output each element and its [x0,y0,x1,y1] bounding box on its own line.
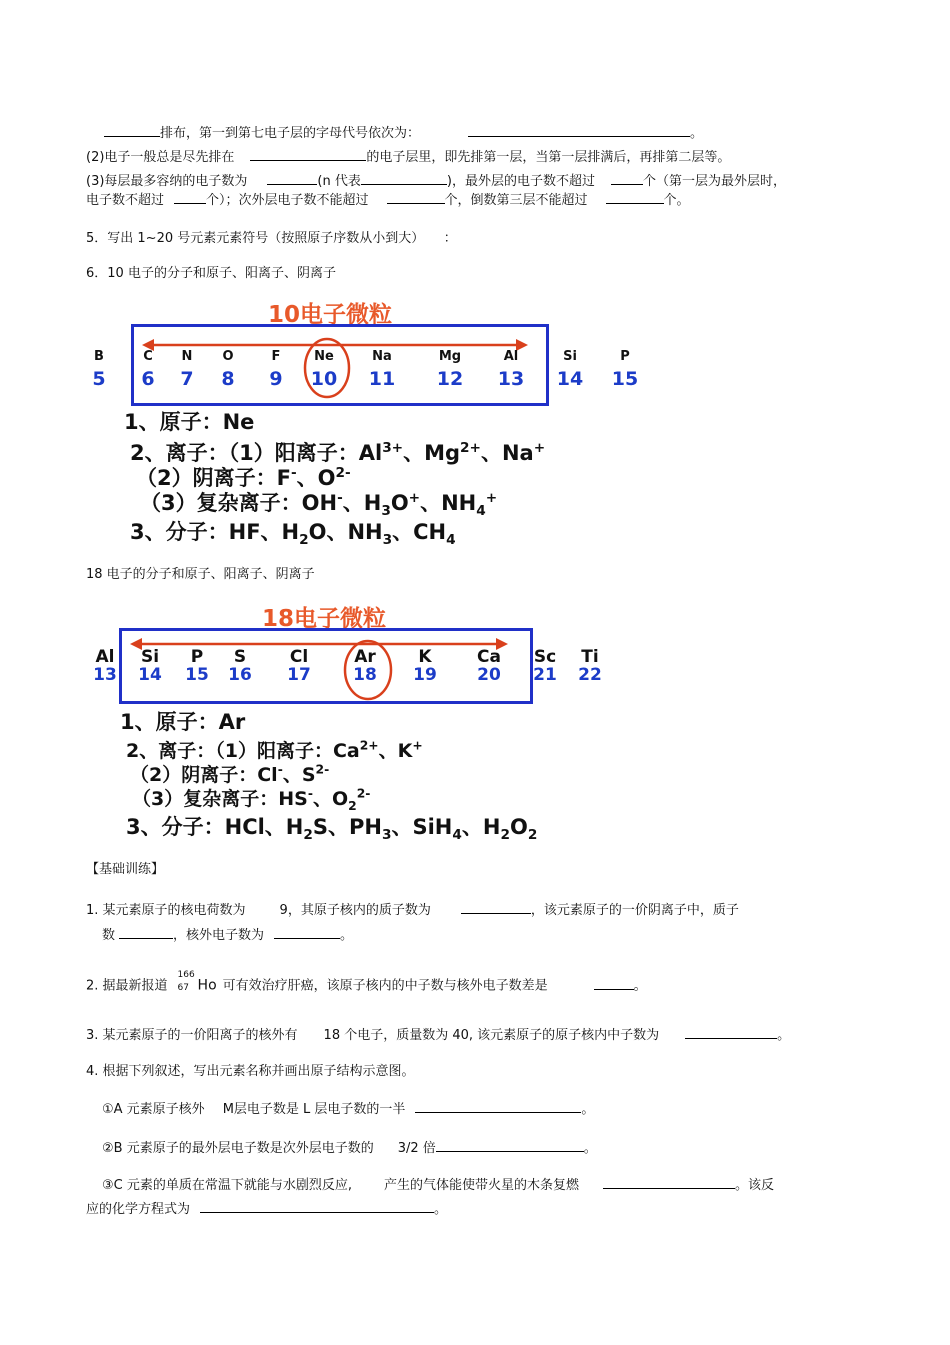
blank[interactable] [436,1139,584,1152]
blank[interactable] [415,1100,581,1113]
element-symbol: S [233,647,247,667]
blank[interactable] [200,1200,434,1213]
blank[interactable] [468,124,690,137]
line-2: (2)电子一般总是尽先排在 的电子层里，即先排第一层，当第一层排满后，再排第二层等。 [86,150,731,165]
training-q1: 1. 某元素原子的核电荷数为 9，其原子核内的质子数为 ，该元素原子的一价阴离子中，质子 [86,903,739,918]
element-symbol: Si [140,647,160,667]
question-18: 18 电子的分子和原子、阳离子、阴离子 [86,567,315,582]
fig18-cation: 2、离子：（1）阳离子：$Ca^{2+}$、K+ [126,738,423,762]
element-symbol: P [190,647,204,667]
blank[interactable] [250,148,366,161]
element-symbol: Ca [477,647,501,667]
atomic-number: 19 [413,665,437,685]
fig10-cation: 2、离子：（1）阳离子：$Al^{3+}$、$Mg^{2+}$、Na+ [130,440,546,465]
element-symbol: Ti [581,647,599,667]
blank[interactable] [267,172,317,185]
blank[interactable] [274,926,340,939]
section-header: 【基础训练】 [86,862,165,877]
fig18-molecule: 3、分子：HCl、$H_2S$、$PH_3$、SiH$_4$、$H_2O_2$ [126,815,538,844]
element-symbol: Al [95,647,115,667]
blank[interactable] [104,124,160,137]
element-symbol: F [271,349,281,364]
training-q1-cont: 数 ，核外电子数为 。 [102,928,354,943]
blank[interactable] [174,191,206,204]
atomic-number: 16 [228,665,252,685]
atomic-number: 17 [287,665,311,685]
training-q4: 4. 根据下列叙述，写出元素名称并画出原子结构示意图。 [86,1064,415,1079]
atomic-number: 21 [533,665,557,685]
element-symbol: Si [563,349,577,364]
fig18-atom: 1、原子：Ar [120,710,246,734]
atomic-number: 12 [436,368,464,390]
training-q4-3-cont: 应的化学方程式为 。 [86,1202,448,1217]
element-symbol: Cl [289,647,309,667]
atomic-number: 8 [221,368,235,390]
question-6: 6．10 电子的分子和原子、阳离子、阴离子 [86,266,336,281]
element-symbol: B [94,349,104,364]
atomic-number: 13 [93,665,117,685]
element-symbol: Sc [533,647,557,667]
atomic-number: 14 [556,368,584,390]
atomic-number: 20 [477,665,501,685]
element-symbol: Ar [354,647,376,667]
atomic-number: 13 [497,368,525,390]
training-q4-2: ②B 元素原子的最外层电子数是次外层电子数的 3/2 倍 。 [102,1141,597,1156]
element-symbol: O [222,349,234,364]
element-symbol: Ne [314,349,334,364]
atomic-number: 22 [578,665,602,685]
blank[interactable] [606,191,664,204]
element-symbol: Mg [438,349,462,364]
blank[interactable] [611,172,643,185]
atomic-number: 11 [368,368,396,390]
blank[interactable] [387,191,445,204]
training-q4-1: ①A 元素原子核外 M层电子数是 L 层电子数的一半 。 [102,1102,595,1117]
fig18-complex-ion: （3）复杂离子：HS-、$O_2^{2-}$ [132,786,371,813]
line-1: 排布，第一到第七电子层的字母代号依次为： 。 [104,124,703,142]
training-q3: 3. 某元素原子的一价阳离子的核外有 18 个电子，质量数为 40, 该元素原子的原子核内中子数为 。 [86,1028,791,1043]
atomic-number: 15 [185,665,209,685]
atomic-number: 5 [92,368,106,390]
blank[interactable] [685,1026,777,1039]
fig10-complex-ion: （3）复杂离子：OH-、$H_3O^+$、$NH_4^+$ [140,490,498,520]
fig18-anion: （2）阴离子：Cl-、$S^{2-}$ [130,762,330,786]
element-symbol: C [143,349,153,364]
blank[interactable] [119,926,173,939]
atomic-number: 7 [180,368,194,390]
atomic-number: 9 [269,368,283,390]
atomic-number: 18 [353,665,377,685]
training-q2: 2. 据最新报道 166 67 Ho 可有效治疗肝癌，该原子核内的中子数与核外电子数差是 。 [86,975,647,997]
atomic-number: 15 [611,368,639,390]
fig10-atom: 1、原子：Ne [124,410,255,434]
training-q4-3: ③C 元素的单质在常温下就能与水剧烈反应, 产生的气体能使带火星的木条复燃 。该反 [102,1178,775,1193]
figure-title: 18电子微粒 [262,606,387,632]
fig10-molecule: 3、分子：HF、$H_2O$、$NH_3$、$CH_4$ [130,520,456,549]
fig10-anion: （2）阴离子：F-、$O^{2-}$ [136,465,351,490]
blank[interactable] [594,977,634,990]
blank[interactable] [361,172,447,185]
element-symbol: N [181,349,193,364]
atomic-number: 10 [310,368,338,390]
line-3: (3)每层最多容纳的电子数为 (n 代表 )，最外层的电子数不超过 个（第一层为最外层时， [86,174,786,189]
isotope-notation: 166 67 [177,970,195,993]
figure-title: 10电子微粒 [268,302,393,328]
question-5: 5．写出 1~20 号元素元素符号（按照原子序数从小到大） ： [86,231,457,246]
atomic-number: 14 [138,665,162,685]
atomic-number: 6 [141,368,155,390]
line-4: 电子数不超过 个）；次外层电子数不能超过 个，倒数第三层不能超过 个。 [86,193,690,208]
element-symbol: Al [503,349,519,364]
element-symbol: Na [372,349,392,364]
element-symbol: K [418,647,432,667]
blank[interactable] [461,901,531,914]
blank[interactable] [603,1176,735,1189]
element-symbol: P [620,349,630,364]
